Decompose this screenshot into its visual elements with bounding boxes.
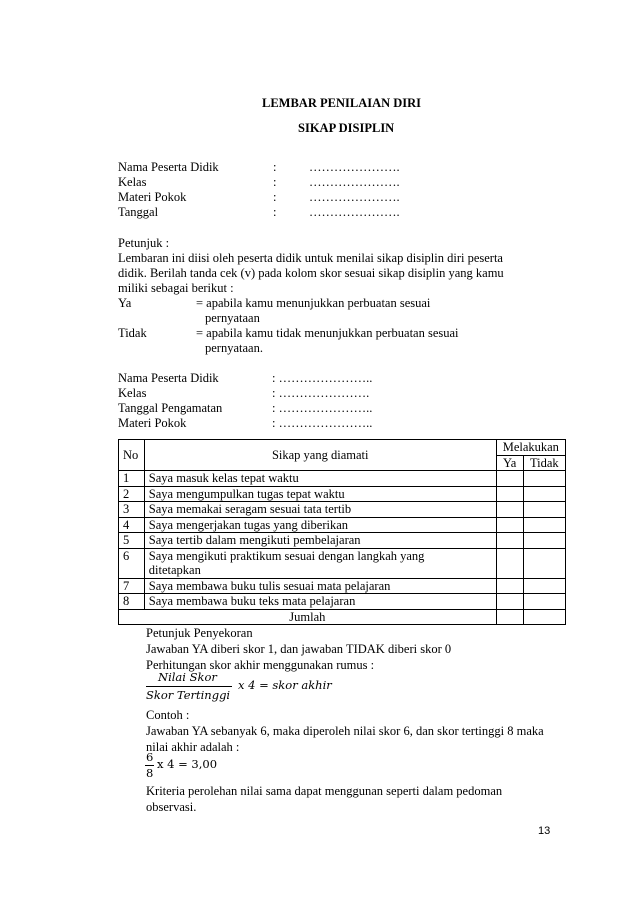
tidak-cell[interactable]: [523, 548, 565, 578]
example-rest: x 4 = 3,00: [157, 757, 218, 771]
header-tidak: Tidak: [523, 455, 565, 471]
row-text: Saya memakai seragam sesuai tata tertib: [144, 502, 496, 518]
formula-denominator: Skor Tertinggi: [146, 688, 231, 702]
row-no: 4: [119, 517, 145, 533]
instructions-line: Lembaran ini diisi oleh peserta didik untuk menilai sikap disiplin diri peserta: [118, 251, 503, 265]
identity-label: Nama Peserta Didik: [118, 371, 219, 385]
row-no: 3: [119, 502, 145, 518]
header-sikap: Sikap yang diamati: [144, 440, 496, 471]
table-row: [119, 502, 566, 518]
tidak-cell[interactable]: [523, 471, 565, 487]
identity-label: Kelas: [118, 175, 147, 189]
header-no: No: [119, 440, 145, 471]
row-text: Saya membawa buku teks mata pelajaran: [144, 594, 496, 610]
ya-text: = apabila kamu menunjukkan perbuatan sesuai: [196, 296, 431, 310]
table-row: [119, 517, 566, 533]
example-numerator: 6: [146, 750, 154, 764]
row-text: Saya mengumpulkan tugas tepat waktu: [144, 486, 496, 502]
identity-label: Kelas: [118, 386, 147, 400]
ya-cell[interactable]: [496, 486, 523, 502]
tidak-label: Tidak: [118, 326, 147, 340]
identity-value: : …………………..: [272, 401, 373, 415]
table-row: [119, 578, 566, 594]
example-line: nilai akhir adalah :: [146, 740, 240, 754]
identity-sep: :: [273, 205, 277, 219]
ya-cell[interactable]: [496, 471, 523, 487]
identity-label: Nama Peserta Didik: [118, 160, 219, 174]
tidak-cell[interactable]: [523, 486, 565, 502]
instructions-line: didik. Berilah tanda cek (v) pada kolom skor sesuai sikap disiplin yang kamu: [118, 266, 504, 280]
row-no: 7: [119, 578, 145, 594]
row-text: Saya masuk kelas tepat waktu: [144, 471, 496, 487]
row-text: Saya mengikuti praktikum sesuai dengan langkah yang ditetapkan: [144, 548, 496, 578]
row-no: 5: [119, 533, 145, 549]
identity-label: Tanggal Pengamatan: [118, 401, 223, 415]
header-melakukan: Melakukan: [496, 440, 565, 456]
ya-label: Ya: [118, 296, 132, 310]
table-header-row: [119, 440, 566, 456]
ya-cell[interactable]: [496, 594, 523, 610]
example-denominator: 8: [146, 766, 154, 780]
identity-sep: :: [273, 190, 277, 204]
tidak-cell[interactable]: [523, 578, 565, 594]
identity-sep: :: [273, 160, 277, 174]
assessment-table: [118, 439, 566, 625]
ya-cell[interactable]: [496, 517, 523, 533]
page-title: LEMBAR PENILAIAN DIRI: [262, 96, 422, 110]
table-row: [119, 471, 566, 487]
criteria-line: observasi.: [146, 800, 197, 814]
scoring-heading: Petunjuk Penyekoran: [146, 626, 253, 640]
instructions-line: miliki sebagai berikut :: [118, 281, 234, 295]
ya-text-cont: pernyataan: [205, 311, 260, 325]
instructions-heading: Petunjuk :: [118, 236, 170, 250]
identity-value: : …………………..: [272, 371, 373, 385]
identity-value: : …………………..: [272, 416, 373, 430]
identity-sep: :: [273, 175, 277, 189]
tidak-cell[interactable]: [523, 502, 565, 518]
ya-cell[interactable]: [496, 533, 523, 549]
ya-cell[interactable]: [496, 502, 523, 518]
tidak-text-cont: pernyataan.: [205, 341, 263, 355]
ya-cell[interactable]: [496, 548, 523, 578]
total-ya-cell[interactable]: [496, 609, 523, 625]
criteria-line: Kriteria perolehan nilai sama dapat menggunan seperti dalam pedoman: [146, 784, 503, 798]
identity-value: : ………………….: [272, 386, 370, 400]
page-number: 13: [538, 825, 551, 837]
scoring-line: Perhitungan skor akhir menggunakan rumus :: [146, 658, 375, 672]
identity-value: ………………….: [309, 175, 400, 189]
table-row: [119, 594, 566, 610]
row-no: 8: [119, 594, 145, 610]
identity-value: ………………….: [309, 190, 400, 204]
formula-fraction-bar: [146, 686, 232, 687]
identity-label: Materi Pokok: [118, 416, 187, 430]
identity-value: ………………….: [309, 205, 400, 219]
page-subtitle: SIKAP DISIPLIN: [298, 121, 395, 135]
table-row: [119, 548, 566, 578]
tidak-cell[interactable]: [523, 533, 565, 549]
table-row: [119, 486, 566, 502]
total-label: Jumlah: [119, 609, 497, 625]
identity-label: Materi Pokok: [118, 190, 187, 204]
tidak-cell[interactable]: [523, 517, 565, 533]
row-text: Saya membawa buku tulis sesuai mata pelajaran: [144, 578, 496, 594]
header-ya: Ya: [496, 455, 523, 471]
row-text: Saya mengerjakan tugas yang diberikan: [144, 517, 496, 533]
row-no: 6: [119, 548, 145, 578]
tidak-text: = apabila kamu tidak menunjukkan perbuatan sesuai: [196, 326, 459, 340]
row-no: 2: [119, 486, 145, 502]
formula-numerator: Nilai Skor: [158, 670, 217, 684]
identity-label: Tanggal: [118, 205, 159, 219]
example-heading: Contoh :: [146, 708, 190, 722]
table-total-row: [119, 609, 566, 625]
row-text: Saya tertib dalam mengikuti pembelajaran: [144, 533, 496, 549]
identity-value: ………………….: [309, 160, 400, 174]
scoring-line: Jawaban YA diberi skor 1, dan jawaban TIDAK diberi skor 0: [146, 642, 452, 656]
total-tidak-cell[interactable]: [523, 609, 565, 625]
formula-rest: x 4 = skor akhir: [238, 678, 332, 692]
ya-cell[interactable]: [496, 578, 523, 594]
tidak-cell[interactable]: [523, 594, 565, 610]
table-row: [119, 533, 566, 549]
example-line: Jawaban YA sebanyak 6, maka diperoleh nilai skor 6, dan skor tertinggi 8 maka: [146, 724, 544, 738]
row-no: 1: [119, 471, 145, 487]
